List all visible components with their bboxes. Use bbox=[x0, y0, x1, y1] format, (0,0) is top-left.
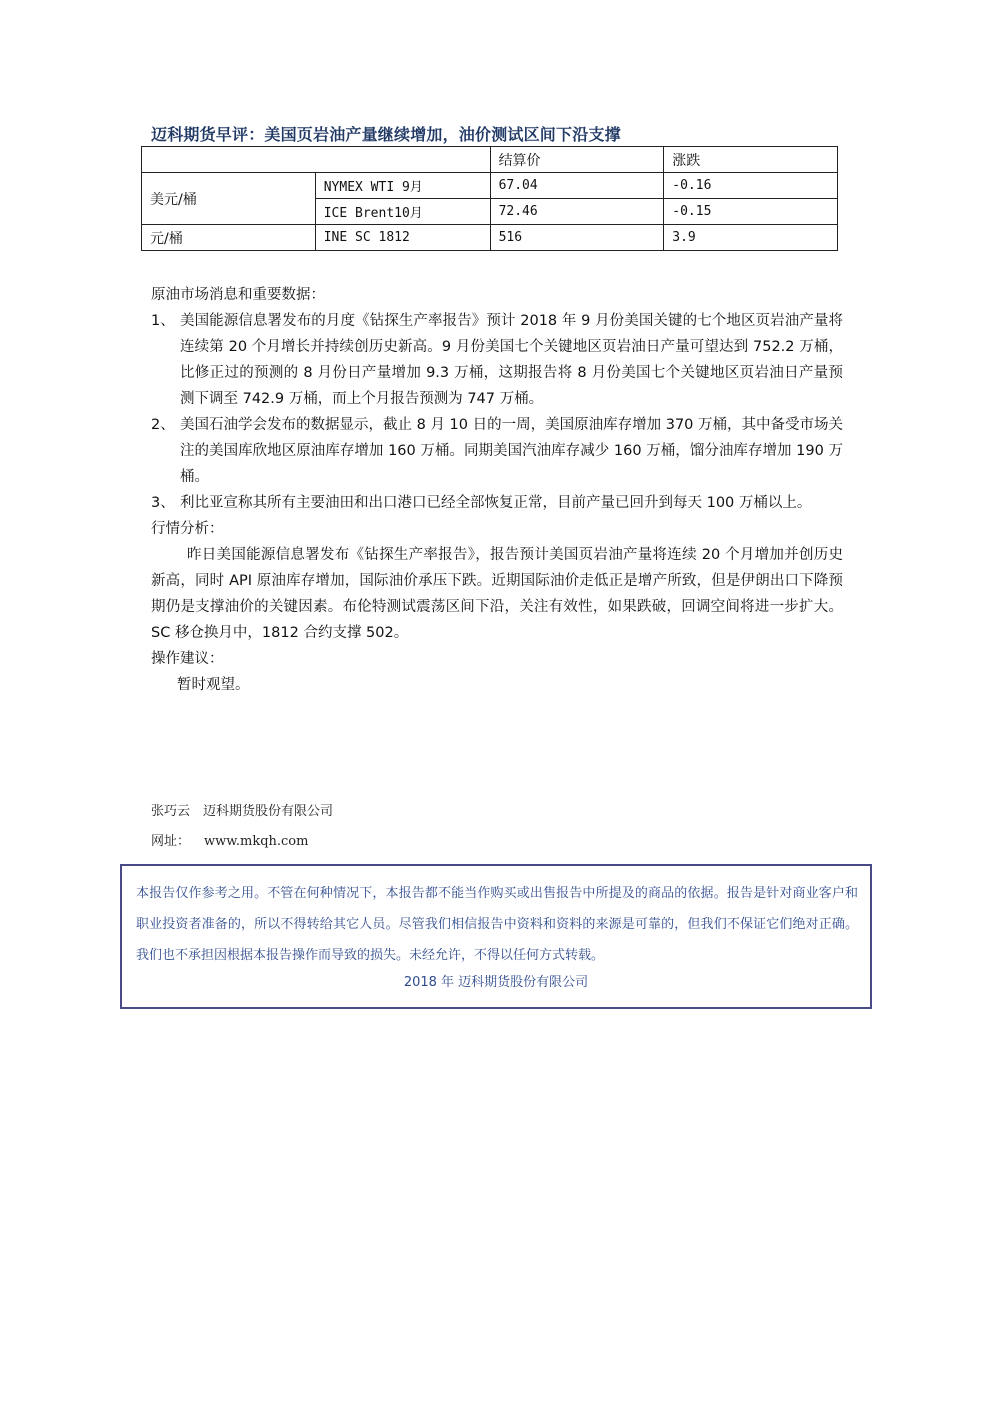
price-table bbox=[141, 146, 838, 251]
unit-cny: 元/桶 bbox=[142, 225, 316, 251]
table-header-blank bbox=[142, 147, 491, 173]
settle-price: 516 bbox=[490, 225, 664, 251]
list-item-text: 利比亚宣称其所有主要油田和出口港口已经全部恢复正常，目前产量已回升到每天 100 万桶以上。 bbox=[180, 495, 812, 511]
report-body bbox=[151, 282, 843, 698]
disclaimer-footer: 2018 年 迈科期货股份有限公司 bbox=[403, 975, 589, 990]
list-item-number: 3、 bbox=[151, 495, 175, 511]
table-row bbox=[142, 173, 838, 199]
settle-price: 67.04 bbox=[490, 173, 664, 199]
price-change: -0.15 bbox=[664, 199, 838, 225]
header-settle: 结算价 bbox=[490, 147, 664, 173]
list-item bbox=[151, 490, 843, 516]
website-line bbox=[151, 830, 308, 849]
website-url[interactable]: www.mkqh.com bbox=[204, 834, 309, 849]
price-change: -0.16 bbox=[664, 173, 838, 199]
settle-price: 72.46 bbox=[490, 199, 664, 225]
disclaimer-box bbox=[120, 864, 872, 1009]
header-change: 涨跌 bbox=[664, 147, 838, 173]
advice-text: 暂时观望。 bbox=[177, 677, 250, 693]
advice-heading: 操作建议： bbox=[151, 651, 224, 667]
unit-usd: 美元/桶 bbox=[142, 173, 316, 225]
website-label: 网址： bbox=[151, 834, 191, 849]
author-line: 张巧云 迈科期货股份有限公司 bbox=[151, 804, 334, 819]
list-item-number: 2、 bbox=[151, 417, 175, 433]
list-item-text: 美国能源信息署发布的月度《钻探生产率报告》预计 2018 年 9 月份美国关键的七个地区页岩油产量将连续第 20 个月增长并持续创历史新高。9 月份美国七个关键地区页岩油日产量可望达到 752.2 万桶，比修正过的预测的 8 月份日产量增加 9.3 万桶，这期报告将 8 月份美国七个关键地区页岩油日产量预测下调至 742.9 万桶，而上个月报告预测为 747 万桶。 bbox=[180, 313, 843, 407]
disclaimer-text: 本报告仅作参考之用。不管在何种情况下，本报告都不能当作购买或出售报告中所提及的商品的依据。报告是针对商业客户和职业投资者准备的，所以不得转给其它人员。尽管我们相信报告中资料和资料的来源是可靠的，但我们不保证它们绝对正确。我们也不承担因根据本报告操作而导致的损失。未经允许，不得以任何方式转载。 bbox=[136, 886, 858, 963]
analysis-paragraph: 昨日美国能源信息署发布《钻探生产率报告》，报告预计美国页岩油产量将连续 20 个月增加并创历史新高，同时 API 原油库存增加，国际油价承压下跌。近期国际油价走低正是增产所致，但是伊朗出口下降预期仍是支撑油价的关键因素。布伦特测试震荡区间下沿，关注有效性，如果跌破，回调空间将进一步扩大。SC 移仓换月中，1812 合约支撑 502。 bbox=[151, 547, 843, 641]
analysis-heading: 行情分析： bbox=[151, 521, 224, 537]
table-row bbox=[142, 225, 838, 251]
list-item-text: 美国石油学会发布的数据显示，截止 8 月 10 日的一周，美国原油库存增加 370 万桶，其中备受市场关注的美国库欣地区原油库存增加 160 万桶。同期美国汽油库存减少 160 万桶，馏分油库存增加 190 万桶。 bbox=[180, 417, 844, 485]
price-change: 3.9 bbox=[664, 225, 838, 251]
contract-name: INE SC 1812 bbox=[315, 225, 490, 251]
list-item bbox=[151, 308, 843, 412]
report-title: 迈科期货早评：美国页岩油产量继续增加，油价测试区间下沿支撑 bbox=[151, 125, 621, 144]
contract-name: NYMEX WTI 9月 bbox=[315, 173, 490, 199]
list-item-number: 1、 bbox=[151, 313, 175, 329]
list-item bbox=[151, 412, 843, 490]
table-header-row bbox=[142, 147, 838, 173]
contract-name: ICE Brent10月 bbox=[315, 199, 490, 225]
market-news-heading: 原油市场消息和重要数据： bbox=[151, 287, 325, 303]
